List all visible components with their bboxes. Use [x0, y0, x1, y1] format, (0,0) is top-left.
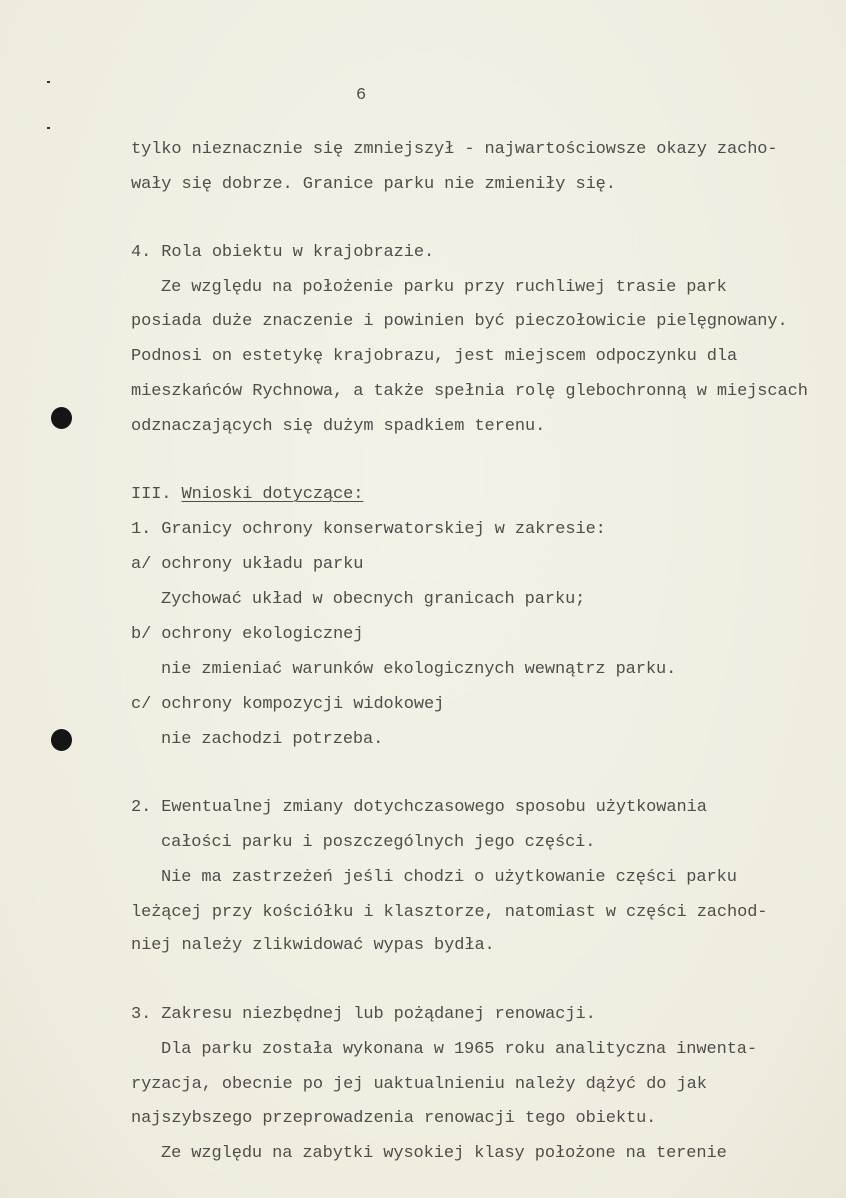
- text-line: całości parku i poszczególnych jego części.: [161, 833, 596, 852]
- list-item: b/ ochrony ekologicznej: [131, 625, 364, 644]
- text-line: tylko nieznacznie się zmniejszył - najwartościowsze okazy zacho-: [131, 140, 778, 159]
- paper-mark: [47, 127, 50, 129]
- chapter-title: Wnioski dotyczące:: [181, 485, 364, 504]
- text-line: Zychować układ w obecnych granicach parku;: [161, 590, 586, 609]
- paper-mark: [47, 81, 50, 83]
- section-heading: 4. Rola obiektu w krajobrazie.: [131, 243, 435, 262]
- text-line: Podnosi on estetykę krajobrazu, jest miejscem odpoczynku dla: [131, 347, 738, 366]
- chapter-number: III.: [131, 485, 182, 504]
- text-line: Ze względu na zabytki wysokiej klasy położone na terenie: [161, 1144, 727, 1163]
- text-line: najszybszego przeprowadzenia renowacji tego obiektu.: [131, 1109, 657, 1128]
- text-line: posiada duże znaczenie i powinien być pieczołowicie pielęgnowany.: [131, 312, 788, 331]
- chapter-heading: [131, 485, 363, 505]
- text-line: nie zachodzi potrzeba.: [161, 730, 384, 749]
- text-line: ryzacja, obecnie po jej uaktualnieniu należy dążyć do jak: [131, 1075, 707, 1094]
- list-item: 2. Ewentualnej zmiany dotychczasowego sposobu użytkowania: [131, 798, 707, 817]
- punch-hole: [51, 729, 72, 751]
- text-line: nie zmieniać warunków ekologicznych wewnątrz parku.: [161, 660, 677, 679]
- page-number: 6: [356, 86, 367, 105]
- text-line: Ze względu na położenie parku przy ruchliwej trasie park: [161, 278, 727, 297]
- text-line: odznaczających się dużym spadkiem terenu.: [131, 417, 546, 436]
- text-line: Dla parku została wykonana w 1965 roku analityczna inwenta-: [161, 1040, 757, 1059]
- text-line: wały się dobrze. Granice parku nie zmieniły się.: [131, 175, 616, 194]
- list-item: a/ ochrony układu parku: [131, 555, 364, 574]
- text-line: mieszkańców Rychnowa, a także spełnia rolę glebochronną w miejscach: [131, 382, 808, 401]
- punch-hole: [51, 407, 72, 429]
- text-line: niej należy zlikwidować wypas bydła.: [131, 936, 495, 955]
- text-line: Nie ma zastrzeżeń jeśli chodzi o użytkowanie części parku: [161, 868, 737, 887]
- text-line: leżącej przy kościółku i klasztorze, natomiast w części zachod-: [131, 903, 768, 922]
- list-item: c/ ochrony kompozycji widokowej: [131, 695, 445, 714]
- list-item: 1. Granicy ochrony konserwatorskiej w zakresie:: [131, 520, 606, 539]
- list-item: 3. Zakresu niezbędnej lub pożądanej renowacji.: [131, 1005, 596, 1024]
